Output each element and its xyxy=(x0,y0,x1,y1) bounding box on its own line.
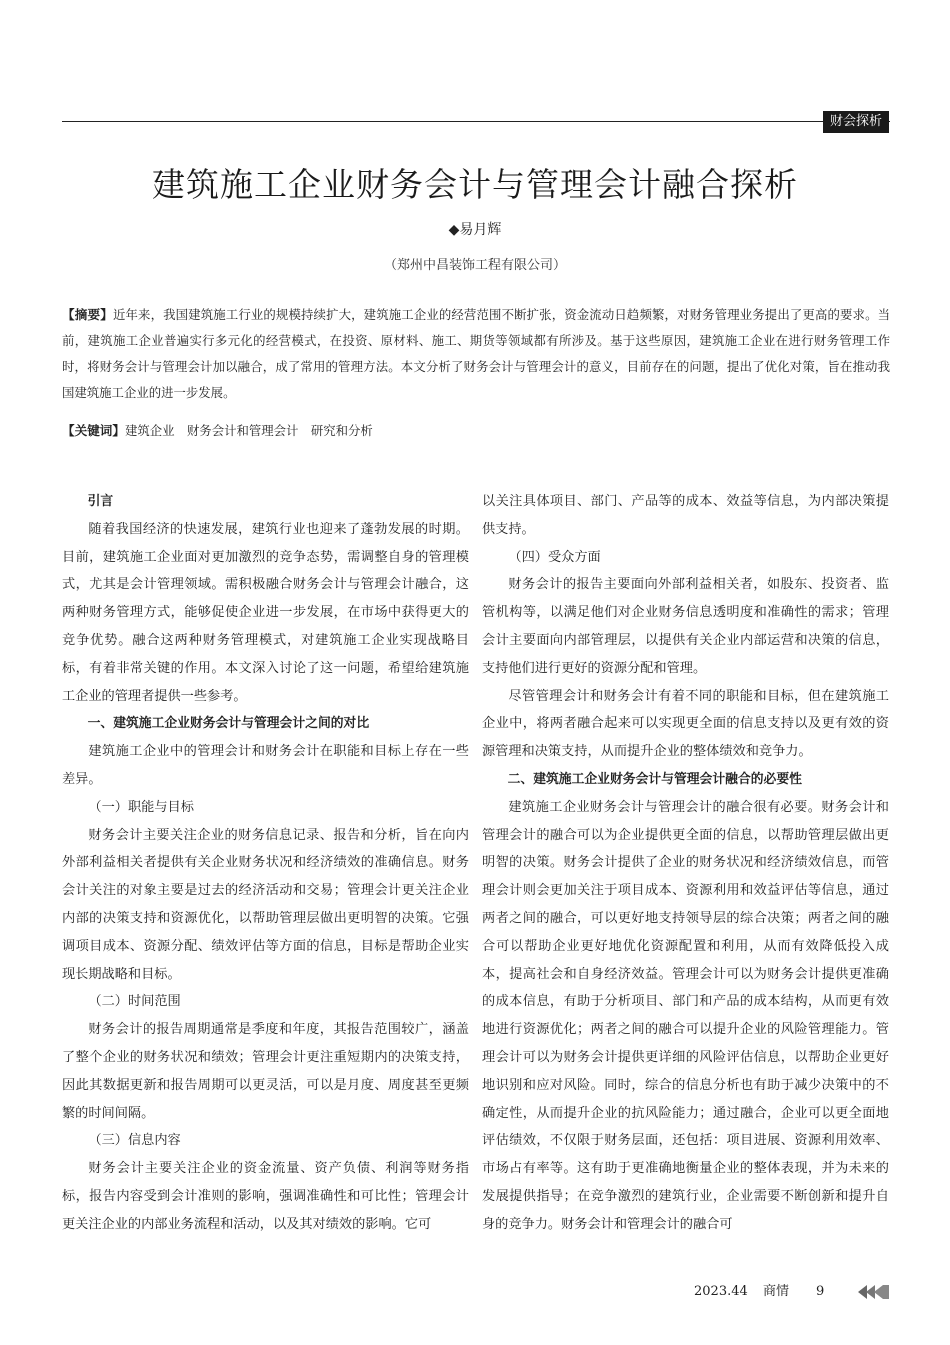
article-title: 建筑施工企业财务会计与管理会计融合探析 xyxy=(152,165,798,204)
subsection-heading: （三）信息内容 xyxy=(88,1133,181,1149)
paragraph: 建筑施工企业中的管理会计和财务会计在职能和目标上存在一些差异。 xyxy=(62,744,469,787)
keywords-text: 建筑企业 财务会计和管理会计 研究和分析 xyxy=(124,423,373,438)
header-rule xyxy=(62,121,890,122)
affiliation: （郑州中昌装饰工程有限公司） xyxy=(383,258,566,273)
paragraph-continued: 以关注具体项目、部门、产品等的成本、效益等信息，为内部决策提供支持。 xyxy=(482,494,889,537)
intro-heading: 引言 xyxy=(87,494,114,509)
paragraph: 财务会计主要关注企业的资金流量、资产负债、利润等财务指标，报告内容受到会计准则的影响，强调准确性和可比性；管理会计更关注企业的内部业务流程和活动，以及其对绩效的影响。它可 xyxy=(62,1161,469,1232)
abstract-text: 近年来，我国建筑施工行业的规模持续扩大，建筑施工企业的经营范围不断扩张，资金流动日趋频繁，对财务管理业务提出了更高的要求。当前，建筑施工企业普遍实行多元化的经营模式，在投资、原材料、施工、期货等领域都有所涉及。基于这些原因，建筑施工企业在进行财务管理工作时，将财务会计与管理会计加以融合，成了常用的管理方法。本文分析了财务会计与管理会计的意义，目前存在的问题，提出了优化对策，旨在推动我国建筑施工企业的进一步发展。 xyxy=(62,307,891,400)
paragraph: 随着我国经济的快速发展，建筑行业也迎来了蓬勃发展的时期。目前，建筑施工企业面对更加激烈的竞争态势，需调整自身的管理模式，尤其是会计管理领域。需积极融合财务会计与管理会计融合，这两种财务管理方式，能够促使企业进一步发展，在市场中获得更大的竞争优势。融合这两种财务管理模式，对建筑施工企业实现战略目标，有着非常关键的作用。本文深入讨论了这一问题，希望给建筑施工企业的管理者提供一些参考。 xyxy=(62,521,469,704)
paragraph: 尽管管理会计和财务会计有着不同的职能和目标，但在建筑施工企业中，将两者融合起来可以实现更全面的信息支持以及更有效的资源管理和决策支持，从而提升企业的整体绩效和竞争力。 xyxy=(482,688,889,760)
author-name: 易月辉 xyxy=(459,222,502,238)
magazine-name: 商情 xyxy=(763,1284,790,1299)
subsection-heading: （四）受众方面 xyxy=(508,549,601,565)
left-column xyxy=(62,488,469,1239)
paragraph: 建筑施工企业财务会计与管理会计的融合很有必要。财务会计和管理会计的融合可以为企业提供更全面的信息，以帮助管理层做出更明智的决策。财务会计提供了企业的财务状况和经济绩效信息，而管理会计则会更加关注于项目成本、资源利用和效益评估等信息，通过两者之间的融合，可以更好地支持领导层的综合决策；两者之间的融合可以帮助企业更好地优化资源配置和利用，从而有效降低投入成本，提高社会和自身经济效益。管理会计可以为财务会计提供更准确的成本信息，有助于分析项目、部门和产品的成本结构，从而更有效地进行资源优化；两者之间的融合可以提升企业的风险管理能力。管理会计可以为财务会计提供更详细的风险评估信息，以帮助企业更好地识别和应对风险。同时，综合的信息分析也有助于减少决策中的不确定性，从而提升企业的抗风险能力；通过融合，企业可以更全面地评估绩效，不仅限于财务层面，还包括：项目进展、资源利用效率、市场占有率等。这有助于更准确地衡量企业的整体表现，并为未来的发展提供指导；在竞争激烈的建筑行业，企业需要不断创新和提升自身的竞争力。财务会计和管理会计的融合可 xyxy=(482,799,889,1232)
subsection-heading: （一）职能与目标 xyxy=(88,799,194,815)
section-heading-2: 二、建筑施工企业财务会计与管理会计融合的必要性 xyxy=(507,771,802,787)
subsection-heading: （二）时间范围 xyxy=(88,994,181,1010)
keywords-label: 【关键词】 xyxy=(62,423,125,438)
keywords xyxy=(62,418,890,444)
paragraph: 财务会计的报告主要面向外部利益相关者，如股东、投资者、监管机构等，以满足他们对企业财务信息透明度和准确性的需求；管理会计主要面向内部管理层，以提供有关企业内部运营和决策的信息，支持他们进行更好的资源分配和管理。 xyxy=(482,577,889,676)
issue-number: 2023.44 xyxy=(694,1284,748,1299)
author-marker-icon: ◆ xyxy=(448,222,460,238)
page-arrows-icon xyxy=(858,1284,890,1300)
abstract xyxy=(62,302,890,406)
page-number: 9 xyxy=(816,1284,825,1299)
author-line xyxy=(0,219,950,241)
paragraph: 财务会计主要关注企业的财务信息记录、报告和分析，旨在向内外部利益相关者提供有关企业财务状况和经济绩效的准确信息。财务会计关注的对象主要是过去的经济活动和交易；管理会计更关注企业内部的决策支持和资源优化，以帮助管理层做出更明智的决策。它强调项目成本、资源分配、绩效评估等方面的信息，目标是帮助企业实现长期战略和目标。 xyxy=(62,827,469,982)
paragraph: 财务会计的报告周期通常是季度和年度，其报告范围较广，涵盖了整个企业的财务状况和绩效；管理会计更注重短期内的决策支持，因此其数据更新和报告周期可以更灵活，可以是月度、周度甚至更频繁的时间间隔。 xyxy=(62,1022,469,1121)
section-tag: 财会探析 xyxy=(823,111,889,133)
section-heading-1: 一、建筑施工企业财务会计与管理会计之间的对比 xyxy=(87,716,370,732)
right-column xyxy=(482,488,889,1239)
page-footer xyxy=(0,1280,950,1304)
abstract-label: 【摘要】 xyxy=(62,307,113,322)
